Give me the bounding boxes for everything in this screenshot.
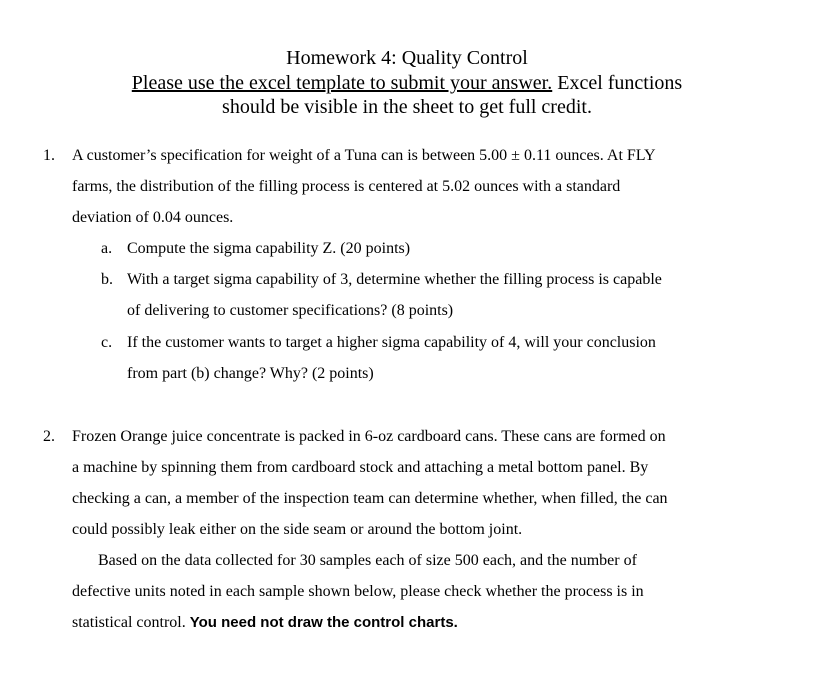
instruction-line-1 xyxy=(0,71,814,95)
instruction-underlined: Please use the excel template to submit your answer. xyxy=(131,72,553,94)
instruction-line-2: should be visible in the sheet to get full credit. xyxy=(222,96,592,118)
question-2-bold-note: You need not draw the control charts. xyxy=(189,614,458,631)
question-2-line: a machine by spinning them from cardboard stock and attaching a metal bottom panel. By xyxy=(72,459,649,476)
question-1-line: A customer’s specification for weight of a Tuna can is between 5.00 ± 0.11 ounces. At FLY xyxy=(72,147,656,164)
question-2-number: 2. xyxy=(43,428,55,445)
question-2-line: could possibly leak either on the side seam or around the bottom joint. xyxy=(72,521,523,538)
part-a-label: a. xyxy=(101,240,113,257)
part-b-text: With a target sigma capability of 3, determine whether the filling process is capable xyxy=(127,271,662,288)
part-b-text: of delivering to customer specifications? (8 points) xyxy=(127,302,454,319)
part-b-label: b. xyxy=(101,271,113,288)
part-c-text: If the customer wants to target a higher sigma capability of 4, will your conclusion xyxy=(127,334,656,351)
question-2-line: defective units noted in each sample shown below, please check whether the process is in xyxy=(72,583,644,600)
question-1-line: deviation of 0.04 ounces. xyxy=(72,209,234,226)
question-2-line: Based on the data collected for 30 samples each of size 500 each, and the number of xyxy=(98,552,637,569)
question-2-plain: statistical control. xyxy=(72,614,190,631)
part-c-label: c. xyxy=(101,334,113,351)
page-title: Homework 4: Quality Control xyxy=(286,47,528,69)
part-c-text: from part (b) change? Why? (2 points) xyxy=(127,365,374,382)
question-1-number: 1. xyxy=(43,147,55,164)
question-2-last-line xyxy=(72,613,458,633)
question-1-line: farms, the distribution of the filling process is centered at 5.02 ounces with a standard xyxy=(72,178,621,195)
part-a-text: Compute the sigma capability Z. (20 points) xyxy=(127,240,411,257)
question-2-line: checking a can, a member of the inspection team can determine whether, when filled, the can xyxy=(72,490,668,507)
question-2-line: Frozen Orange juice concentrate is packed in 6-oz cardboard cans. These cans are formed on xyxy=(72,428,666,445)
instruction-rest: Excel functions xyxy=(552,72,683,94)
